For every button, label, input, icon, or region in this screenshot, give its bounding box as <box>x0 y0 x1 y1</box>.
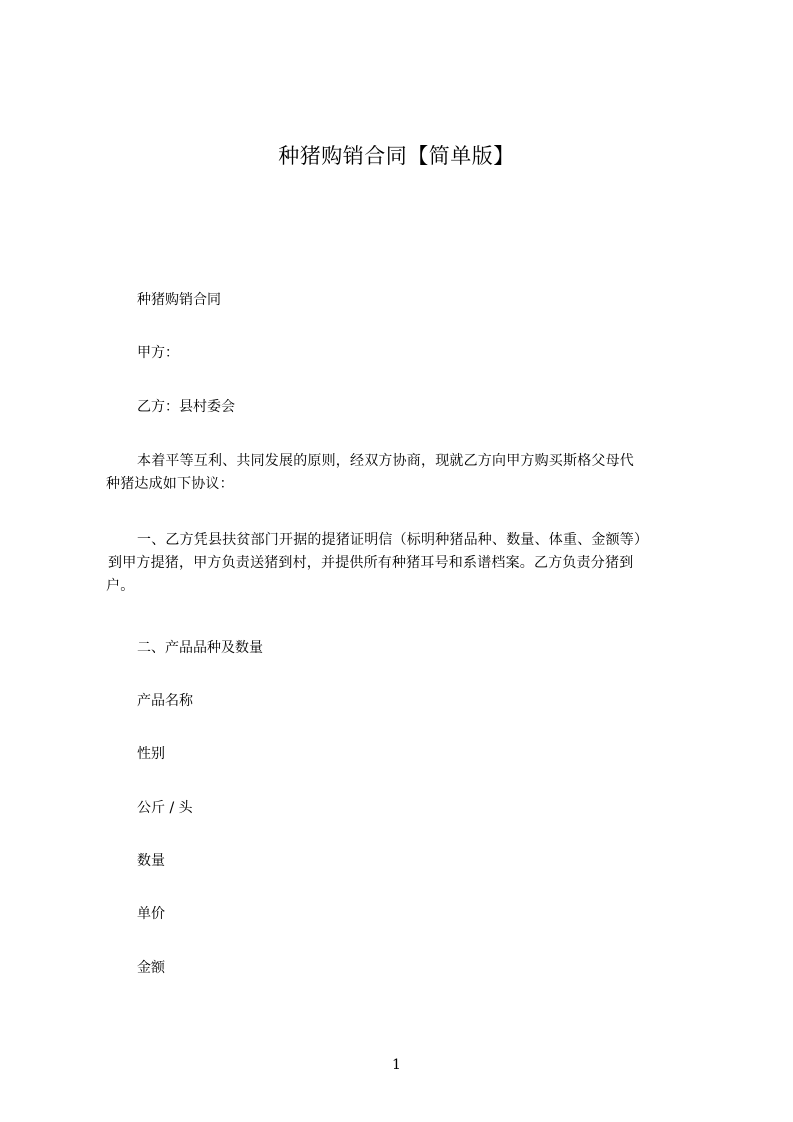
clause-1-line-2: 到甲方提猪，甲方负责送猪到村，并提供所有种猪耳号和系谱档案。乙方负责分猪到 <box>108 555 634 571</box>
page-number: 1 <box>392 1057 401 1073</box>
field-product-name: 产品名称 <box>137 693 193 709</box>
intro-line-1: 本着平等互利、共同发展的原则，经双方协商，现就乙方向甲方购买斯格父母代 <box>137 453 634 469</box>
clause-1-line-3: 户。 <box>106 578 135 594</box>
field-quantity: 数量 <box>137 853 165 869</box>
contract-heading: 种猪购销合同 <box>137 292 221 308</box>
intro-paragraph <box>106 450 716 496</box>
party-a-line: 甲方： <box>137 345 179 361</box>
field-unit-price: 单价 <box>137 906 165 922</box>
field-gender: 性别 <box>137 746 165 762</box>
party-b-line: 乙方：县村委会 <box>137 399 235 415</box>
intro-line-2: 种猪达成如下协议： <box>106 476 234 492</box>
document-title: 种猪购销合同【简单版】 <box>278 144 515 168</box>
field-weight-per-head: 公斤 / 头 <box>137 800 193 816</box>
clause-1-line-1: 一、乙方凭县扶贫部门开据的提猪证明信（标明种猪品种、数量、体重、金额等） <box>137 532 649 548</box>
clause-2-heading: 二、产品品种及数量 <box>137 640 263 656</box>
clause-1-paragraph <box>106 529 716 598</box>
field-amount: 金额 <box>137 960 165 976</box>
